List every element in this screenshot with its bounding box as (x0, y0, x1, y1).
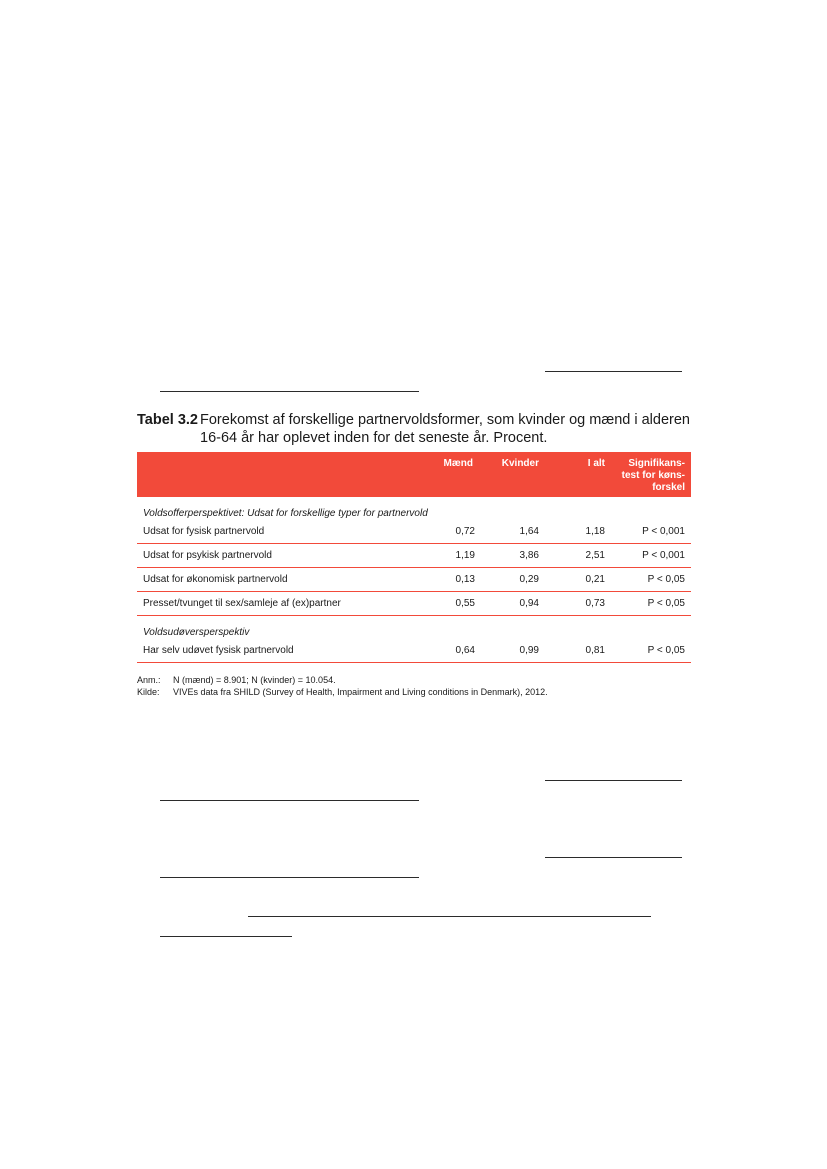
table-notes (137, 674, 697, 698)
data-table (137, 452, 691, 663)
link-underline-3a[interactable] (545, 857, 682, 858)
section-label: Voldsofferperspektivet: Udsat for forskellige typer for partnervold (143, 508, 428, 519)
header-ialt: I alt (587, 458, 605, 469)
link-underline-2b[interactable] (160, 800, 419, 801)
cell-ialt: 0,73 (585, 598, 605, 609)
row-label: Har selv udøvet fysisk partnervold (143, 645, 294, 656)
link-underline-1a[interactable] (545, 371, 682, 372)
note-anm-label: Anm.: (137, 675, 161, 685)
table-header-row (137, 452, 691, 497)
cell-maend: 0,64 (455, 645, 475, 656)
link-underline-4a[interactable] (248, 916, 651, 917)
header-kvinder: Kvinder (501, 458, 539, 469)
table-label: Tabel 3.2 (137, 412, 198, 428)
cell-maend: 0,55 (455, 598, 475, 609)
table-row (137, 639, 691, 663)
note-kilde-text: VIVEs data fra SHILD (Survey of Health, Impairment and Living conditions in Denmark), 2012. (173, 687, 548, 697)
cell-maend: 1,19 (455, 550, 475, 561)
note-kilde (137, 686, 697, 698)
link-underline-3b[interactable] (160, 877, 419, 878)
header-maend: Mænd (443, 458, 473, 469)
cell-ialt: 0,81 (585, 645, 605, 656)
cell-ialt: 0,21 (585, 574, 605, 585)
table-row (137, 544, 691, 568)
cell-maend: 0,72 (455, 526, 475, 537)
link-underline-2a[interactable] (545, 780, 682, 781)
cell-maend: 0,13 (455, 574, 475, 585)
row-label: Udsat for økonomisk partnervold (143, 574, 288, 585)
cell-kvinder: 1,64 (519, 526, 539, 537)
row-label: Presset/tvunget til sex/samleje af (ex)partner (143, 598, 341, 609)
table-row (137, 568, 691, 592)
header-sig-line2: test for køns- (621, 470, 685, 481)
cell-kvinder: 0,94 (519, 598, 539, 609)
row-label: Udsat for fysisk partnervold (143, 526, 265, 537)
cell-significance: P < 0,05 (647, 574, 685, 585)
cell-ialt: 2,51 (585, 550, 605, 561)
cell-significance: P < 0,05 (647, 645, 685, 656)
section-heading-victim (137, 497, 691, 520)
cell-ialt: 1,18 (585, 526, 605, 537)
row-label: Udsat for psykisk partnervold (143, 550, 272, 561)
link-underline-1b[interactable] (160, 391, 419, 392)
table-caption: Forekomst af forskellige partnervoldsformer, som kvinder og mænd i alderen 16-64 år har oplevet inden for det seneste år. Procent. (200, 412, 690, 446)
section-label: Voldsudøversperspektiv (143, 627, 250, 638)
table-row (137, 520, 691, 544)
note-anm-text: N (mænd) = 8.901; N (kvinder) = 10.054. (173, 675, 336, 685)
table-row (137, 592, 691, 616)
cell-kvinder: 0,29 (519, 574, 539, 585)
note-anm (137, 674, 697, 686)
header-sig-line1: Signifikans- (628, 458, 685, 469)
cell-significance: P < 0,001 (642, 550, 685, 561)
link-underline-4b[interactable] (160, 936, 292, 937)
cell-significance: P < 0,05 (647, 598, 685, 609)
cell-kvinder: 3,86 (519, 550, 539, 561)
note-kilde-label: Kilde: (137, 687, 160, 697)
cell-kvinder: 0,99 (519, 645, 539, 656)
section-heading-perpetrator (137, 616, 691, 639)
header-sig-line3: forskel (652, 482, 685, 493)
cell-significance: P < 0,001 (642, 526, 685, 537)
header-significance (622, 458, 685, 494)
